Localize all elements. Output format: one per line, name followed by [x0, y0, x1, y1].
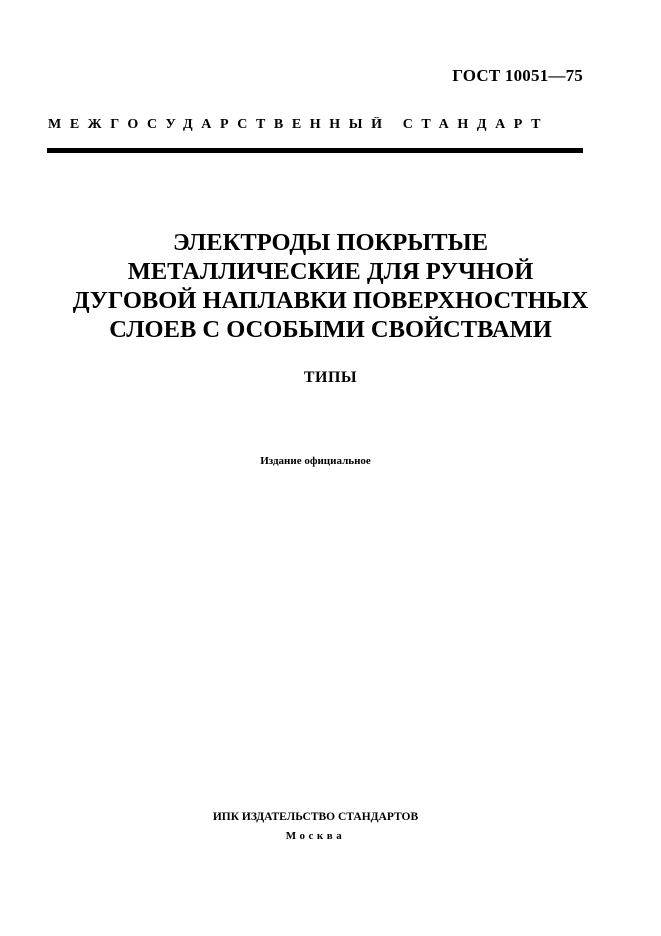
title-line-3: ДУГОВОЙ НАПЛАВКИ ПОВЕРХНОСТНЫХ [72, 287, 589, 314]
document-title [0, 228, 661, 344]
publisher-city: Москва [285, 830, 346, 842]
title-line-4: СЛОЕВ С ОСОБЫМИ СВОЙСТВАМИ [109, 316, 552, 343]
edition-note: Издание официальное [260, 455, 371, 467]
interstate-standard-label: МЕЖГОСУДАРСТВЕННЫЙ СТАНДАРТ [48, 117, 550, 132]
publisher-name: ИПК ИЗДАТЕЛЬСТВО СТАНДАРТОВ [212, 811, 419, 823]
gost-number: ГОСТ 10051—75 [452, 66, 583, 85]
document-subtitle: ТИПЫ [303, 369, 358, 386]
title-line-2: МЕТАЛЛИЧЕСКИЕ ДЛЯ РУЧНОЙ [127, 258, 534, 285]
title-line-1: ЭЛЕКТРОДЫ ПОКРЫТЫЕ [172, 229, 489, 256]
header-divider [47, 148, 583, 153]
